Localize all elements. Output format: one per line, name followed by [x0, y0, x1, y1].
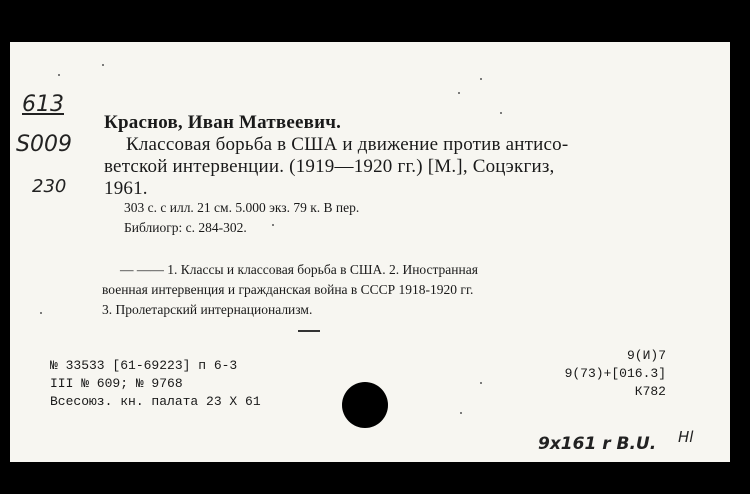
chamber-date-line: Всесоюз. кн. палата 23 X 61	[50, 394, 261, 409]
title-line-3: 1961.	[104, 178, 148, 199]
record-number-line: № 33533 [61-69223] п 6-3	[50, 358, 238, 373]
speck	[272, 224, 274, 226]
classification-line-1: 9(И)7	[626, 348, 666, 363]
speck	[102, 64, 104, 66]
speck	[458, 92, 460, 94]
separator-dash	[298, 330, 320, 332]
record-secondary-line: III № 609; № 9768	[50, 376, 183, 391]
speck	[480, 78, 482, 80]
subject-line-3: 3. Пролетарский интернационализм.	[102, 302, 313, 317]
bottom-handwritten-note: 9x161 r B.U.	[538, 434, 657, 454]
physical-description: 303 с. с илл. 21 см. 5.000 экз. 79 к. В пер.	[124, 200, 360, 215]
title-line-2: ветской интервенции. (1919—1920 гг.) [М.], Соцэкгиз,	[104, 156, 555, 177]
classification-line-3: К782	[634, 384, 666, 399]
author-heading: Краснов, Иван Матвеевич.	[104, 112, 342, 133]
speck	[500, 112, 502, 114]
speck	[40, 312, 42, 314]
speck	[460, 412, 462, 414]
catalog-card	[10, 42, 730, 462]
speck	[480, 382, 482, 384]
classification-line-2: 9(73)+[016.3]	[564, 366, 666, 381]
title-line-1: Классовая борьба в США и движение против антисо-	[126, 134, 569, 155]
corner-handwritten-note: Hl	[678, 428, 694, 446]
speck	[58, 74, 60, 76]
left-handwritten-note: 230	[32, 176, 67, 197]
subject-line-2: военная интервенция и гражданская война в СССР 1918-1920 гг.	[102, 282, 474, 297]
subject-line-1: — —— 1. Классы и классовая борьба в США. 2. Иностранная	[120, 262, 478, 277]
shelf-mark-top: 613	[22, 92, 64, 117]
punch-hole	[342, 382, 388, 428]
shelf-mark-bottom: S009	[16, 132, 72, 157]
bibliography-note: Библиогр: с. 284-302.	[124, 220, 247, 235]
